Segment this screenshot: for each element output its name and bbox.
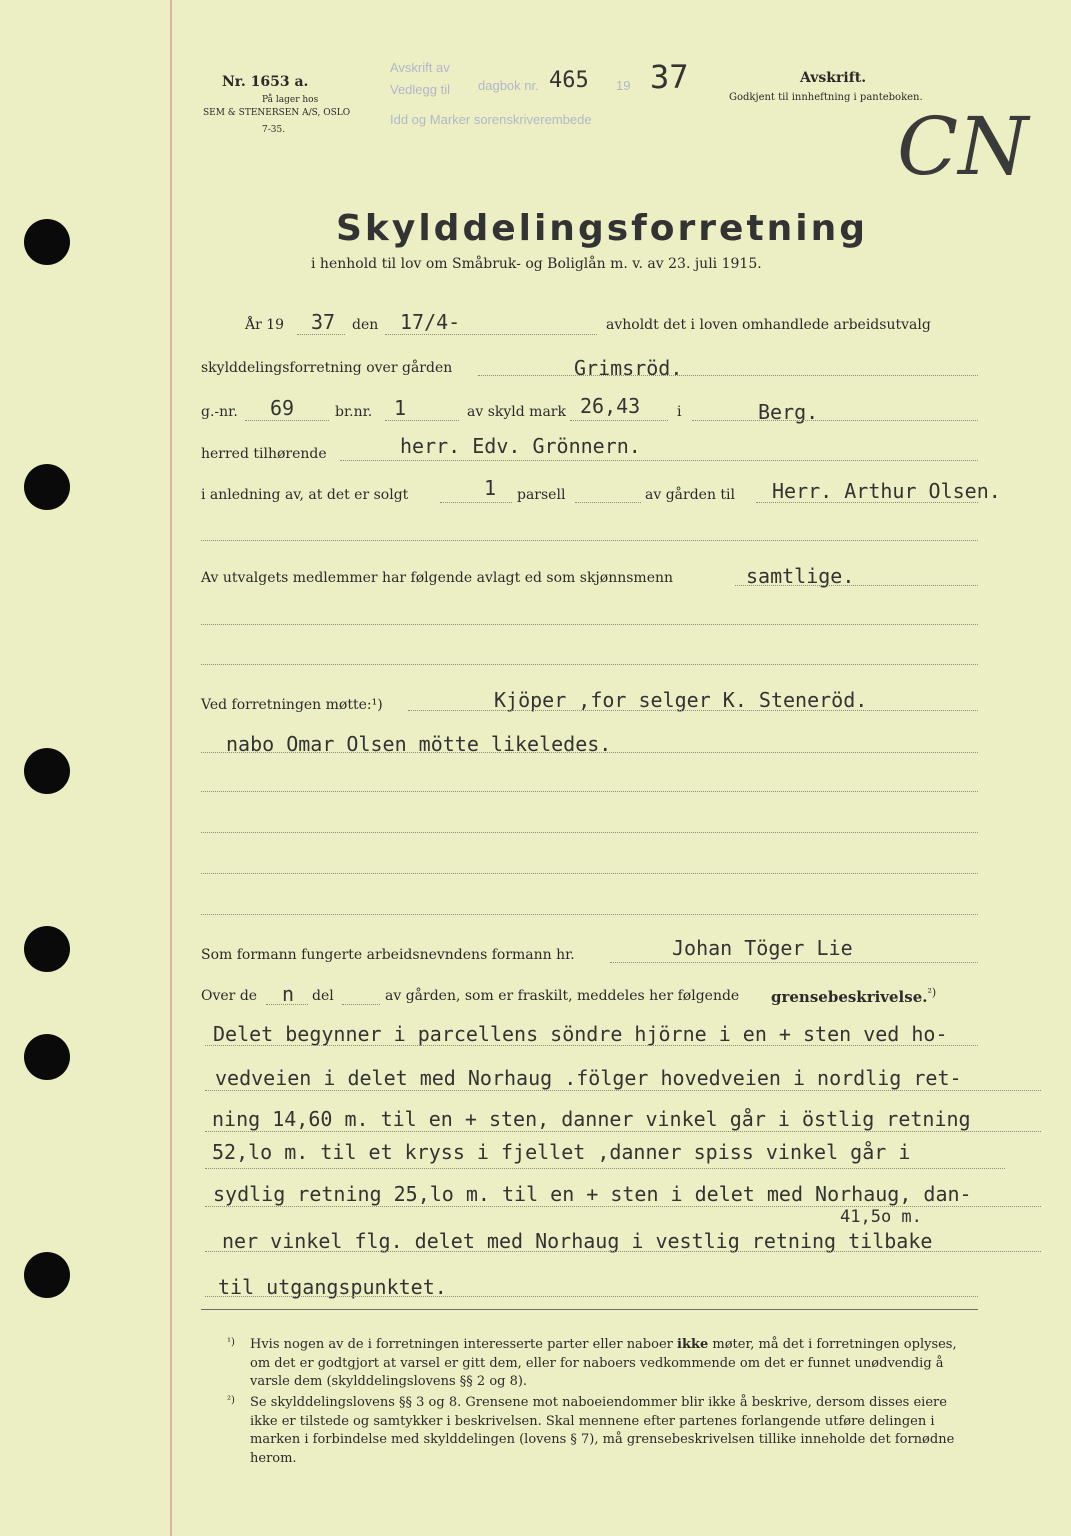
dotted-line	[735, 585, 978, 586]
footnote-text: Hvis nogen av de i forretningen interesserte parter eller naboer	[250, 1337, 673, 1352]
utvalg-label: Av utvalgets medlemmer har følgende avlagt ed som skjønnsmenn	[201, 570, 674, 586]
i-label: i	[677, 404, 682, 420]
motte-label: Ved forretningen møtte:¹)	[201, 697, 383, 713]
formann-value: Johan Töger Lie	[672, 936, 853, 960]
dotted-line	[205, 1090, 1041, 1091]
brnr-label: br.nr.	[335, 404, 373, 420]
gnr-label: g.-nr.	[201, 404, 238, 420]
grense-heading	[771, 986, 936, 1006]
parsell-label: parsell	[517, 487, 566, 503]
footnote-divider	[201, 1309, 978, 1310]
dotted-line	[692, 420, 978, 421]
herred-value: Berg.	[758, 400, 819, 424]
avskrift-sub: Godkjent til innheftning i panteboken.	[729, 92, 923, 103]
footnote-mark: ²)	[227, 1395, 235, 1406]
stamp-dagbok: dagbok nr.	[478, 78, 539, 93]
stamp-year: 19	[616, 78, 631, 93]
description-line: Delet begynner i parcellens söndre hjörne i en + sten ved ho-	[213, 1022, 948, 1046]
stamp-line: Vedlegg til	[390, 82, 450, 97]
over-de-label: Over de	[201, 988, 258, 1004]
punch-hole	[24, 926, 70, 972]
dotted-line	[575, 502, 641, 503]
antall-value: 1	[484, 476, 497, 500]
aar-value: 37	[311, 310, 336, 334]
dotted-line	[266, 1004, 308, 1005]
footnote-2	[250, 1394, 976, 1468]
dotted-line	[408, 710, 978, 711]
dotted-line	[610, 962, 978, 963]
grense-sup: ²)	[927, 986, 937, 999]
printer-line: På lager hos	[262, 95, 319, 105]
dotted-line	[201, 873, 978, 874]
gnr-value: 69	[270, 396, 295, 420]
dotted-line	[205, 1296, 978, 1297]
dotted-line	[205, 1045, 978, 1046]
dotted-line	[340, 460, 978, 461]
description-line: 52,lo m. til et kryss i fjellet ,danner spiss vinkel går i	[212, 1140, 911, 1164]
brnr-value: 1	[394, 396, 407, 420]
description-line: sydlig retning 25,lo m. til en + sten i delet med Norhaug, dan-	[213, 1182, 972, 1206]
anledning-label: i anledning av, at det er solgt	[201, 487, 409, 503]
punch-hole	[24, 748, 70, 794]
punch-hole	[24, 464, 70, 510]
signature: CN	[897, 100, 1029, 193]
footnote-text: møter, må det i forretningen oplyses, om det er godtgjort at varsel er gitt dem, eller for naboers vedkommende om det er funnet unødvendig å varsle dem (skylddelingslovens §§ 2 og 8).	[250, 1337, 957, 1389]
dotted-line	[245, 420, 329, 421]
dotted-line	[385, 420, 459, 421]
description-line: til utgangspunktet.	[218, 1275, 447, 1299]
dotted-line	[201, 540, 978, 541]
gaarden-value: Grimsröd.	[574, 356, 683, 380]
eier-value: herr. Edv. Grönnern.	[400, 434, 641, 458]
footnote-text: Se skylddelingslovens §§ 3 og 8. Grensene mot naboeiendommer blir ikke å beskrive, dersom disses eiere ikke er tilstede og samtykker i beskrivelsen. Skal mennene efter partenes forlangende utføre delingen i marken i forbindelse med skylddelingen (lovens § 7), må grensebeskrivelsen tillike inneholde det fornødne herom.	[250, 1395, 955, 1466]
dagbok-year: 37	[650, 58, 689, 96]
dotted-line	[201, 832, 978, 833]
dotted-line	[756, 502, 978, 503]
dotted-line	[205, 1168, 1005, 1169]
over-de-value: n	[282, 982, 295, 1006]
dotted-line	[440, 502, 512, 503]
motte-value-1: Kjöper ,for selger K. Steneröd.	[494, 688, 868, 712]
description-line: vedveien i delet med Norhaug .fölger hovedveien i nordlig ret-	[215, 1066, 962, 1090]
avskrift-title: Avskrift.	[800, 70, 867, 86]
description-line: ning 14,60 m. til en + sten, danner vinkel går i östlig retning	[212, 1107, 971, 1131]
del-label: del	[312, 988, 334, 1004]
printer-line: SEM & STENERSEN A/S, OSLO	[203, 108, 351, 118]
gaarden-label: skylddelingsforretning over gården	[201, 360, 453, 376]
utvalg-value: samtlige.	[746, 564, 855, 588]
dotted-line	[385, 334, 597, 335]
fraskilt-text: av gården, som er fraskilt, meddeles her følgende	[385, 988, 740, 1004]
den-value: 17/4-	[400, 310, 461, 334]
dotted-line	[201, 664, 978, 665]
formann-label: Som formann fungerte arbeidsnevndens formann hr.	[201, 947, 575, 963]
punch-hole	[24, 1034, 70, 1080]
description-line: ner vinkel flg. delet med Norhaug i vestlig retning tilbake	[222, 1229, 933, 1253]
punch-hole	[24, 1252, 70, 1298]
motte-value-2: nabo Omar Olsen mötte likeledes.	[226, 732, 612, 756]
dotted-line	[570, 420, 668, 421]
footnote-1	[250, 1336, 976, 1392]
dotted-line	[201, 624, 978, 625]
stamp-line: Avskrift av	[390, 60, 450, 75]
description-insert: 41,5o m.	[840, 1207, 922, 1227]
dotted-line	[205, 1131, 1041, 1132]
herred-label: herred tilhørende	[201, 446, 327, 462]
kjoper-value: Herr. Arthur Olsen.	[772, 479, 1001, 503]
gaarden-til-label: av gården til	[645, 487, 736, 503]
footnote-bold: ikke	[677, 1337, 709, 1352]
dotted-line	[478, 375, 978, 376]
dagbok-number: 465	[549, 68, 589, 93]
subtitle: i henhold til lov om Småbruk- og Boliglån m. v. av 23. juli 1915.	[311, 256, 762, 272]
punch-hole	[24, 219, 70, 265]
footnote-mark: ¹)	[227, 1337, 235, 1348]
grense-bold: grensebeskrivelse.	[771, 988, 928, 1006]
aar-label: År 19	[245, 317, 285, 333]
stamp-line: Idd og Marker sorenskriverembede	[390, 112, 592, 127]
avholdt-text: avholdt det i loven omhandlede arbeidsutvalg	[606, 317, 931, 333]
dotted-line	[201, 914, 978, 915]
dotted-line	[201, 752, 978, 753]
dotted-line	[297, 334, 345, 335]
dotted-line	[342, 1004, 380, 1005]
margin-line	[170, 0, 172, 1536]
dotted-line	[205, 1251, 1041, 1252]
printer-line: 7-35.	[262, 125, 286, 135]
den-label: den	[352, 317, 379, 333]
skyld-label: av skyld mark	[467, 404, 566, 420]
dotted-line	[201, 791, 978, 792]
page-title: Skylddelingsforretning	[336, 208, 869, 249]
form-number: Nr. 1653 a.	[222, 74, 309, 90]
skyld-value: 26,43	[580, 394, 641, 418]
